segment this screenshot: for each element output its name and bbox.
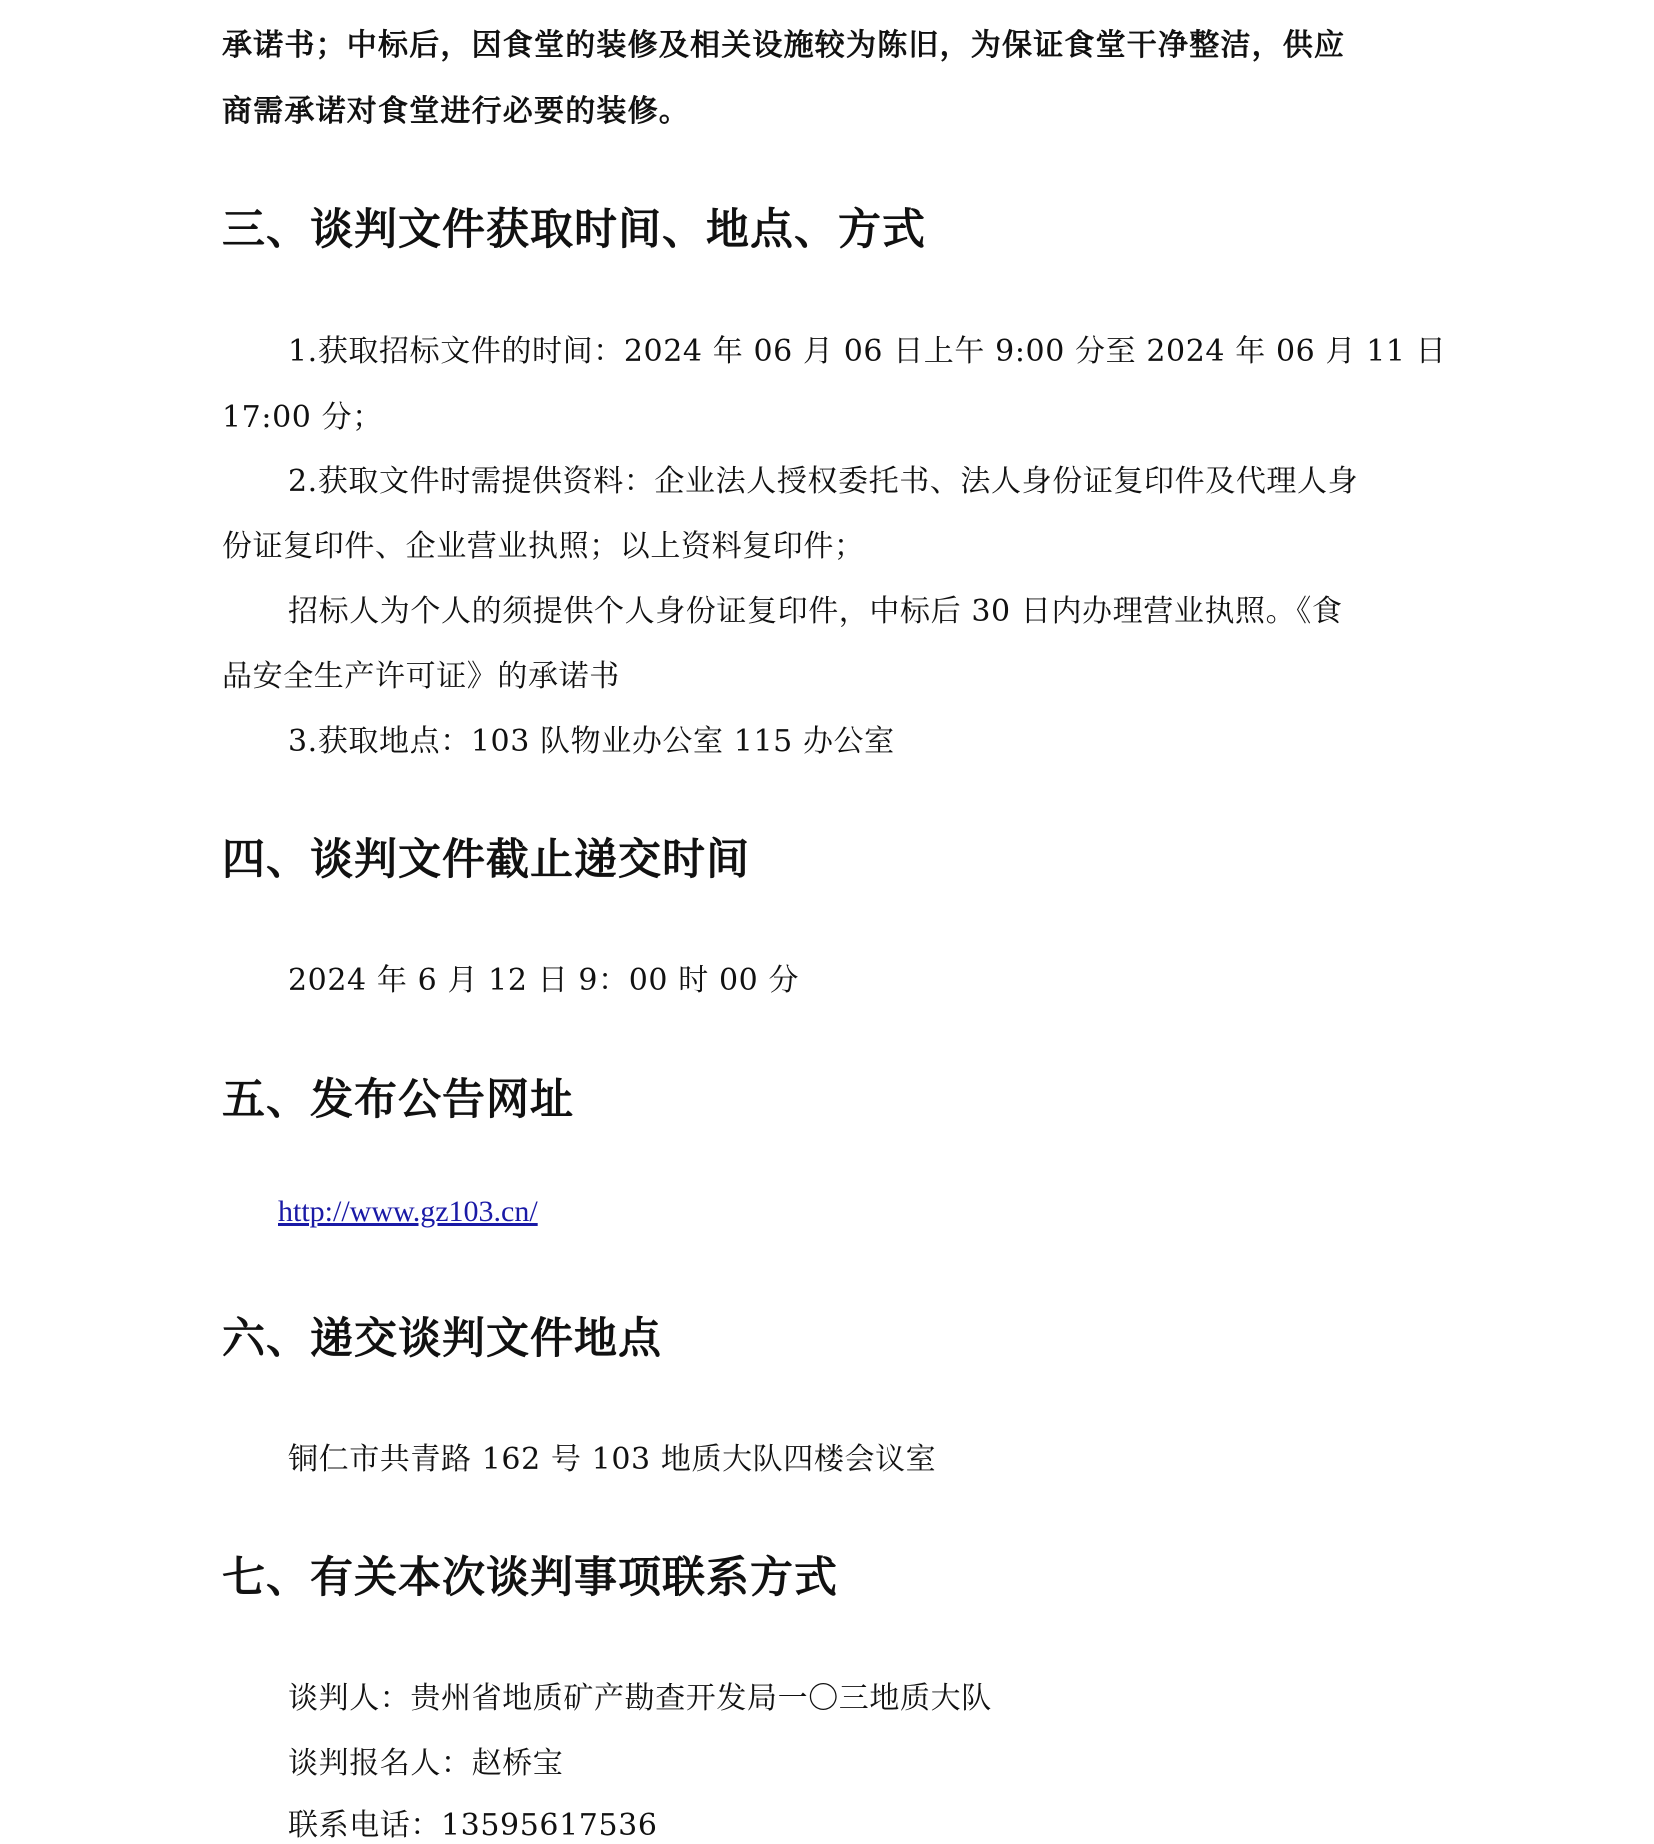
section-3-item-2b-line-1: 招标人为个人的须提供个人身份证复印件，中标后 30 日内办理营业执照。《食 — [288, 594, 1343, 629]
section-3-item-1-line-2: 17:00 分； — [222, 400, 383, 435]
section-7-heading: 七、有关本次谈判事项联系方式 — [222, 1553, 838, 1603]
section-3-item-2-line-2: 份证复印件、企业营业执照；以上资料复印件； — [222, 529, 865, 564]
announcement-url-link[interactable]: http://www.gz103.cn/ — [278, 1195, 538, 1228]
section-7-registrant: 谈判报名人：赵桥宝 — [288, 1746, 564, 1781]
section-4-deadline: 2024 年 6 月 12 日 9：00 时 00 分 — [288, 963, 800, 998]
section-3-item-2-line-1: 2.获取文件时需提供资料：企业法人授权委托书、法人身份证复印件及代理人身 — [288, 464, 1359, 499]
section-3-item-3: 3.获取地点：103 队物业办公室 115 办公室 — [288, 724, 895, 759]
section-3-heading: 三、谈判文件获取时间、地点、方式 — [222, 205, 926, 255]
section-3-item-1-line-1: 1.获取招标文件的时间：2024 年 06 月 06 日上午 9:00 分至 2024 年 06 月 11 日 — [288, 334, 1447, 369]
section-7-phone: 联系电话：13595617536 — [288, 1808, 658, 1843]
section-5-heading: 五、发布公告网址 — [222, 1075, 574, 1125]
intro-line-1: 承诺书；中标后，因食堂的装修及相关设施较为陈旧，为保证食堂干净整洁，供应 — [222, 28, 1346, 63]
intro-line-2: 商需承诺对食堂进行必要的装修。 — [222, 94, 690, 129]
section-6-heading: 六、递交谈判文件地点 — [222, 1314, 662, 1364]
section-3-item-2b-line-2: 品安全生产许可证》的承诺书 — [222, 659, 620, 694]
section-6-address: 铜仁市共青路 162 号 103 地质大队四楼会议室 — [288, 1442, 937, 1477]
section-7-negotiator: 谈判人：贵州省地质矿产勘查开发局一〇三地质大队 — [288, 1681, 992, 1716]
section-4-heading: 四、谈判文件截止递交时间 — [222, 835, 750, 885]
